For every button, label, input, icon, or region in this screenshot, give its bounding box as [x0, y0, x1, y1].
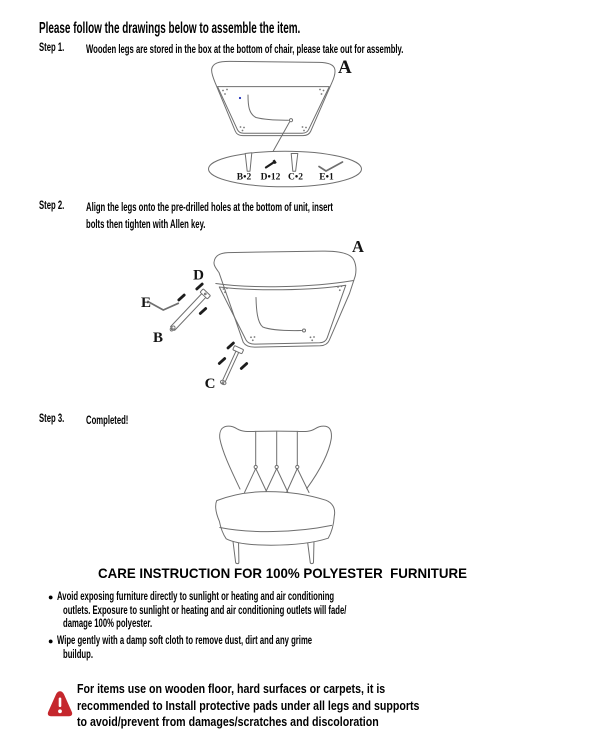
care-bullet-1: ● Avoid exposing furniture directly to sunlight or heating and air conditioning outlets. Exposure to sunlight or heating and air conditioning outlets will fade/ damage 100% polyester. — [48, 591, 347, 630]
chair-seat — [216, 492, 335, 546]
warning-text: For items use on wooden floor, hard surfaces or carpets, it is recommended to Install protective pads under all legs and supports to avoid/prevent from damages/scratches and discoloration — [77, 682, 420, 729]
cord-line — [248, 95, 289, 120]
label-qty-b: B•2 — [236, 172, 252, 183]
step2-label: Step 2. — [39, 200, 65, 212]
screw-holes — [222, 89, 324, 132]
completed-chair-diagram — [195, 422, 345, 572]
blue-mark — [239, 97, 241, 99]
leg-c — [220, 346, 244, 386]
callout-line — [273, 122, 290, 152]
bullet-icon: ● — [48, 636, 54, 646]
warning-triangle-icon — [47, 689, 73, 719]
allen-key-part — [319, 162, 343, 171]
care-bullet-2: ● Wipe gently with a damp soft cloth to remove dust, dirt and any grime buildup. — [48, 635, 313, 661]
leg-c-part — [291, 154, 298, 172]
label-d: D — [193, 267, 204, 284]
chair-back — [220, 426, 332, 489]
chair-panel — [219, 285, 345, 344]
label-a: A — [338, 57, 352, 78]
label-qty-e: E•1 — [319, 172, 334, 183]
care-heading: CARE INSTRUCTION FOR 100% POLYESTER FURNITURE — [98, 565, 468, 581]
parts-ellipse — [209, 151, 362, 187]
step1-text: Wooden legs are stored in the box at the bottom of chair, please take out for assembly. — [86, 44, 404, 56]
step2-text: Align the legs onto the pre-drilled holes at the bottom of unit, insert bolts then tighten with Allen key. — [86, 202, 333, 231]
step3-label: Step 3. — [39, 413, 65, 425]
cord-end — [289, 119, 292, 122]
bolt-d-part — [264, 159, 277, 169]
label-c: C — [204, 376, 216, 392]
chair-bottom-outline — [212, 61, 335, 135]
chair-band — [216, 281, 354, 287]
cord-end — [303, 329, 306, 332]
screw-holes — [223, 285, 343, 341]
label-b: B — [152, 330, 164, 346]
label-a: A — [352, 237, 364, 256]
bolts-b — [177, 282, 208, 315]
label-qty-d: D•12 — [260, 172, 281, 183]
bullet-icon: ● — [48, 592, 54, 602]
step2-diagram — [125, 232, 370, 394]
step1-label: Step 1. — [39, 42, 65, 54]
cord-line — [256, 298, 302, 331]
page-title: Please follow the drawings below to assemble the item. — [39, 20, 301, 37]
step3-text: Completed! — [86, 415, 129, 427]
tufting-lines — [245, 431, 310, 492]
label-e: E — [140, 295, 152, 311]
step1-diagram — [178, 52, 408, 192]
chair-outline — [214, 251, 356, 347]
leg-b-part — [245, 153, 252, 172]
allen-key — [148, 302, 178, 310]
label-qty-c: C•2 — [288, 172, 303, 183]
